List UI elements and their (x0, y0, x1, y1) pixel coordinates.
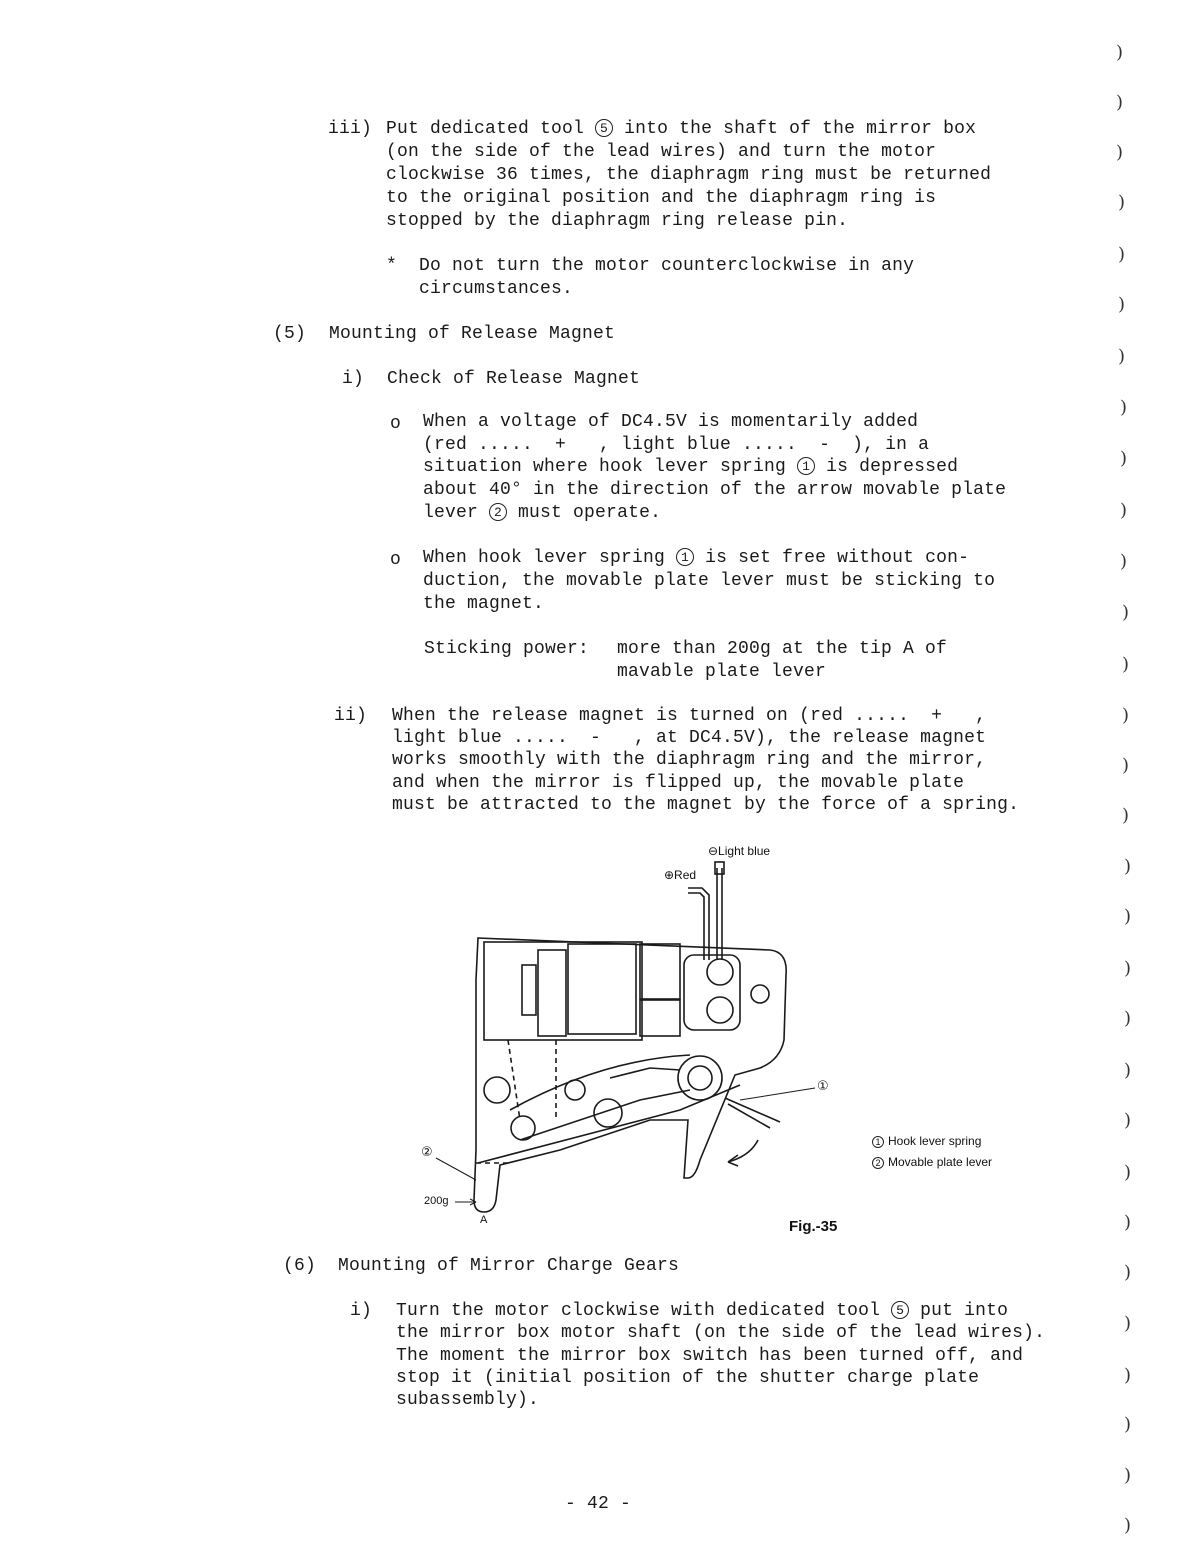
sub-ii-line: must be attracted to the magnet by the force of a spring. (392, 795, 1020, 815)
margin-mark: ) (1122, 805, 1130, 826)
section6-line: the mirror box motor shaft (on the side of the lead wires). (396, 1323, 1046, 1343)
section-iii-line: to the original position and the diaphragm ring is (386, 188, 937, 208)
bullet1-line: situation where hook lever spring 1 is depressed (423, 457, 959, 477)
section5-number: (5) (273, 324, 307, 344)
section-iii-label: iii) (328, 119, 373, 139)
section-iii-line: clockwise 36 times, the diaphragm ring must be returned (386, 165, 992, 185)
bullet-marker: o (390, 550, 402, 570)
sub-i-title: Check of Release Magnet (387, 369, 641, 389)
spring-number-1: 1 (797, 457, 815, 475)
margin-mark: ) (1116, 142, 1124, 163)
bullet1-line: (red ..... + , light blue ..... - ), in a (423, 435, 930, 455)
section6-line: stop it (initial position of the shutter charge plate (396, 1368, 980, 1388)
bullet1-line: about 40° in the direction of the arrow movable plate (423, 480, 1007, 500)
bullet2-line: the magnet. (423, 594, 545, 614)
weight-label: 200g (424, 1195, 449, 1207)
sub-ii-line: light blue ..... - , at DC4.5V), the release magnet (392, 728, 987, 748)
margin-mark: ) (1124, 856, 1132, 877)
callout-2: ② (421, 1144, 433, 1159)
margin-mark: ) (1120, 448, 1128, 469)
margin-mark: ) (1116, 92, 1124, 113)
margin-mark: ) (1124, 1212, 1132, 1233)
lever-number-2: 2 (489, 503, 507, 521)
legend-item: 2 Movable plate lever (872, 1155, 992, 1169)
margin-mark: ) (1124, 1162, 1132, 1183)
section6-number: (6) (283, 1256, 317, 1276)
margin-mark: ) (1124, 1365, 1132, 1386)
spring-number-1: 1 (676, 548, 694, 566)
section6-line: Turn the motor clockwise with dedicated tool 5 put into (396, 1301, 1009, 1321)
sticking-line: mavable plate lever (617, 662, 827, 682)
sub-ii-label: ii) (334, 706, 368, 726)
bullet-marker: o (390, 414, 402, 434)
margin-mark: ) (1120, 397, 1128, 418)
margin-mark: ) (1116, 42, 1124, 63)
margin-mark: ) (1124, 1060, 1132, 1081)
sub-ii-line: When the release magnet is turned on (red ..... + , (392, 706, 987, 726)
margin-mark: ) (1118, 244, 1126, 265)
margin-mark: ) (1118, 346, 1126, 367)
section-iii-note: * Do not turn the motor counterclockwise in any (386, 256, 915, 276)
margin-mark: ) (1124, 1262, 1132, 1283)
section-iii-line: Put dedicated tool 5 into the shaft of the mirror box (386, 119, 977, 139)
section6-sub-i-label: i) (350, 1301, 373, 1321)
bullet1-line: lever 2 must operate. (423, 503, 662, 523)
red-wire-label: ⊕Red (664, 868, 697, 882)
sub-ii-line: works smoothly with the diaphragm ring and the mirror, (392, 750, 987, 770)
margin-mark: ) (1124, 906, 1132, 927)
margin-mark: ) (1120, 551, 1128, 572)
margin-mark: ) (1120, 500, 1128, 521)
tool-number-5: 5 (891, 1301, 909, 1319)
legend-item: 1 Hook lever spring (872, 1134, 981, 1148)
margin-mark: ) (1124, 958, 1132, 979)
section6-line: subassembly). (396, 1390, 540, 1410)
bullet2-line: duction, the movable plate lever must be sticking to (423, 571, 996, 591)
tool-number-5: 5 (595, 119, 613, 137)
margin-mark: ) (1124, 1110, 1132, 1131)
light-blue-wire-label: ⊖Light blue (708, 844, 771, 858)
callout-1: ① (817, 1078, 829, 1093)
margin-mark: ) (1122, 705, 1130, 726)
margin-mark: ) (1122, 654, 1130, 675)
sticking-line: more than 200g at the tip A of (617, 639, 948, 659)
margin-mark: ) (1122, 602, 1130, 623)
section-iii-line: (on the side of the lead wires) and turn the motor (386, 142, 937, 162)
margin-mark: ) (1118, 294, 1126, 315)
margin-mark: ) (1124, 1465, 1132, 1486)
section6-title: Mounting of Mirror Charge Gears (338, 1256, 680, 1276)
sticking-label: Sticking power: (424, 639, 590, 659)
figure-caption: Fig.-35 (789, 1218, 838, 1235)
bullet1-line: When a voltage of DC4.5V is momentarily added (423, 412, 919, 432)
margin-mark: ) (1124, 1008, 1132, 1029)
page-number: - 42 - (565, 1494, 632, 1514)
bullet2-line: When hook lever spring 1 is set free without con- (423, 548, 970, 568)
margin-mark: ) (1124, 1414, 1132, 1435)
margin-mark: ) (1124, 1515, 1132, 1536)
section6-line: The moment the mirror box switch has been turned off, and (396, 1346, 1024, 1366)
margin-mark: ) (1118, 192, 1126, 213)
margin-mark: ) (1122, 755, 1130, 776)
section-iii-note: circumstances. (386, 279, 574, 299)
section-iii-line: stopped by the diaphragm ring release pin. (386, 211, 849, 231)
margin-mark: ) (1124, 1313, 1132, 1334)
sub-ii-line: and when the mirror is flipped up, the movable plate (392, 773, 965, 793)
tip-label: A (480, 1214, 488, 1226)
sub-i-label: i) (342, 369, 365, 389)
section5-title: Mounting of Release Magnet (329, 324, 616, 344)
